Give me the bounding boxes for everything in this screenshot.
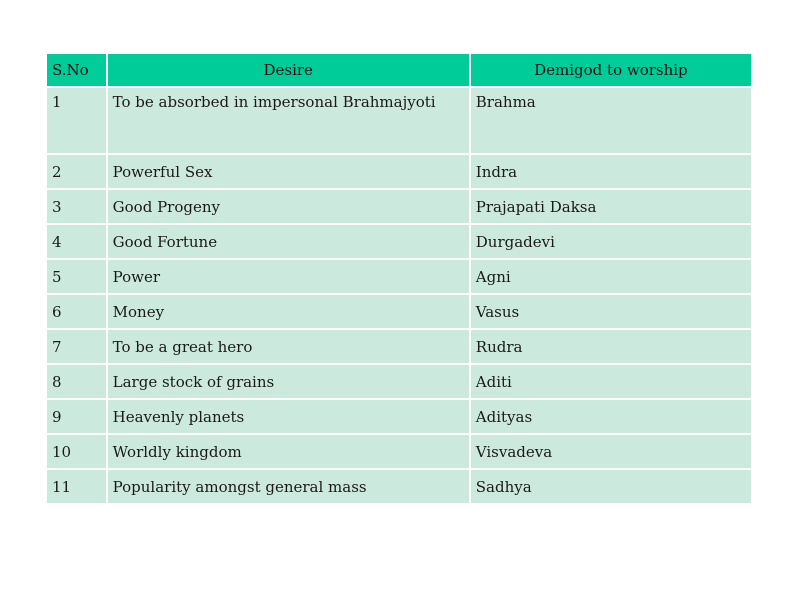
row-desire: Large stock of grains xyxy=(108,365,469,398)
row-desire: Money xyxy=(108,295,469,328)
row-desire: Powerful Sex xyxy=(108,155,469,188)
table-row xyxy=(47,470,751,503)
table-header xyxy=(47,54,751,86)
header-desire: Desire xyxy=(108,54,469,86)
row-demigod: Agni xyxy=(471,260,751,293)
table-body xyxy=(47,88,751,503)
row-desire: Good Progeny xyxy=(108,190,469,223)
row-desire: Good Fortune xyxy=(108,225,469,258)
row-number: 4 xyxy=(47,225,106,258)
row-demigod: Visvadeva xyxy=(471,435,751,468)
row-number: 10 xyxy=(47,435,106,468)
row-desire: Power xyxy=(108,260,469,293)
row-demigod: Brahma xyxy=(471,88,751,153)
table-row xyxy=(47,88,751,153)
table-row xyxy=(47,225,751,258)
table-row xyxy=(47,365,751,398)
row-demigod: Aditi xyxy=(471,365,751,398)
row-demigod: Sadhya xyxy=(471,470,751,503)
row-demigod: Adityas xyxy=(471,400,751,433)
row-desire: To be absorbed in impersonal Brahmajyoti xyxy=(108,88,469,153)
table-row xyxy=(47,400,751,433)
table-row xyxy=(47,155,751,188)
desire-demigod-table xyxy=(45,52,753,505)
row-number: 8 xyxy=(47,365,106,398)
header-row xyxy=(47,54,751,86)
row-number: 11 xyxy=(47,470,106,503)
row-number: 3 xyxy=(47,190,106,223)
row-desire: Popularity amongst general mass xyxy=(108,470,469,503)
row-desire: To be a great hero xyxy=(108,330,469,363)
table-row xyxy=(47,260,751,293)
table-row xyxy=(47,190,751,223)
row-desire: Heavenly planets xyxy=(108,400,469,433)
row-demigod: Vasus xyxy=(471,295,751,328)
row-number: 7 xyxy=(47,330,106,363)
row-number: 2 xyxy=(47,155,106,188)
header-serial-number: S.No xyxy=(47,54,106,86)
row-number: 9 xyxy=(47,400,106,433)
header-demigod: Demigod to worship xyxy=(471,54,751,86)
row-demigod: Rudra xyxy=(471,330,751,363)
row-demigod: Prajapati Daksa xyxy=(471,190,751,223)
row-number: 6 xyxy=(47,295,106,328)
table-row xyxy=(47,295,751,328)
row-number: 1 xyxy=(47,88,106,153)
row-demigod: Indra xyxy=(471,155,751,188)
row-desire: Worldly kingdom xyxy=(108,435,469,468)
table-row xyxy=(47,330,751,363)
row-demigod: Durgadevi xyxy=(471,225,751,258)
table-row xyxy=(47,435,751,468)
row-number: 5 xyxy=(47,260,106,293)
